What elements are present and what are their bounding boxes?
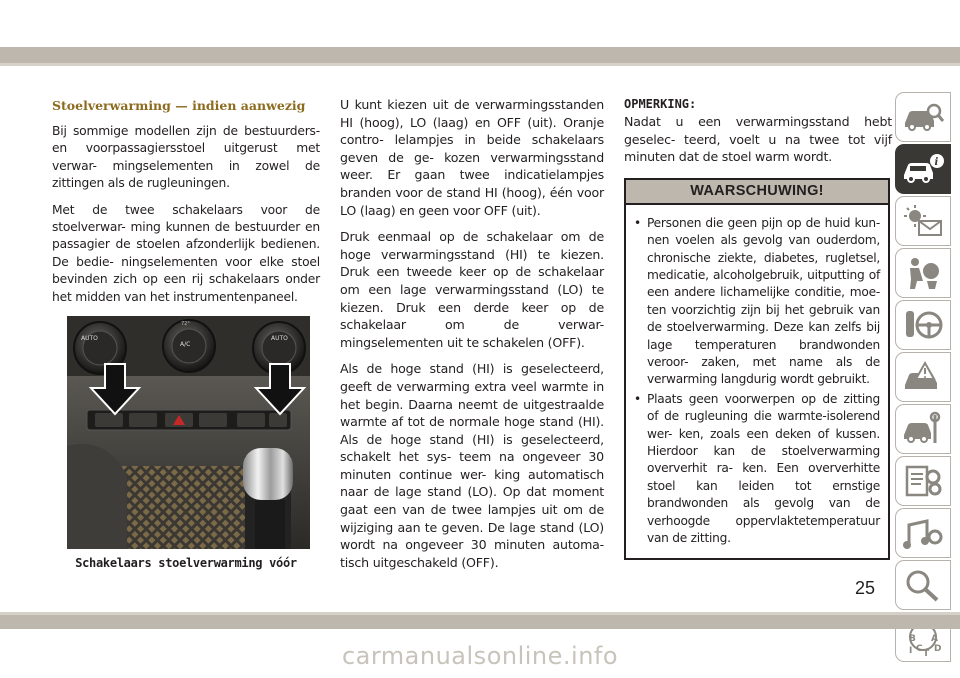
- tab-car-info[interactable]: [895, 144, 951, 194]
- car-service-icon: [901, 411, 945, 447]
- chapter-tabs: [895, 92, 953, 664]
- top-band-line: [0, 63, 960, 66]
- index-letter: D: [934, 644, 942, 654]
- warning-item: [634, 215, 880, 389]
- car-crash-icon: [901, 359, 945, 395]
- photo-label: AUTO: [271, 335, 288, 342]
- warning-body: [626, 205, 888, 558]
- tab-warning-lights[interactable]: [895, 196, 951, 246]
- tab-car-search[interactable]: [895, 92, 951, 142]
- warning-box: [624, 178, 890, 560]
- top-band: [0, 47, 960, 63]
- tab-specifications[interactable]: [895, 456, 951, 506]
- top-margin: [0, 0, 960, 47]
- tab-emergency[interactable]: [895, 352, 951, 402]
- tab-starting-operating[interactable]: [895, 300, 951, 350]
- tab-safety[interactable]: [895, 248, 951, 298]
- column-middle: [340, 96, 604, 580]
- warning-item: [634, 391, 880, 548]
- index-letter: B: [909, 634, 916, 644]
- photo-label: A/C: [180, 341, 191, 348]
- section-title: Stoelverwarming — indien aanwezig: [52, 98, 306, 113]
- bottom-band: [0, 615, 960, 629]
- bullet: •: [634, 391, 641, 406]
- column-left: [52, 96, 320, 315]
- note-heading: OPMERKING:: [624, 97, 697, 111]
- watermark: carmanualsonline.info: [341, 642, 619, 670]
- multimedia-icon: [901, 515, 945, 551]
- index-letter: C: [916, 644, 923, 654]
- index-letter: A: [931, 634, 938, 644]
- index-letter: I: [909, 646, 913, 656]
- photo-illustration: [67, 316, 310, 549]
- car-search-icon: [901, 99, 945, 135]
- bullet: •: [634, 215, 641, 230]
- svg-text:i: i: [934, 157, 939, 168]
- warning-item-text: Plaats geen voorwerpen op de zitting of de rugleuning die warmte-isolerend wer- ken, zoals een deken of kussen. Hierdoor kan de stoelverwarming oververhit ra- ken. Een oververhitte stoel kan leiden tot ernstige brandwonden als gevolg van de verhoogde oppervlaktetemperatuur van de zitting.: [647, 391, 880, 546]
- tab-search[interactable]: [895, 560, 951, 610]
- car-info-icon: [901, 151, 945, 187]
- steering-wheel-icon: [901, 307, 945, 343]
- page-number: 25: [855, 578, 876, 598]
- paragraph: Als de hoge stand (HI) is geselecteerd, geeft de verwarming extra veel warmte in het begin. Daarna neemt de uitgestraalde warmte af tot de normale hoge stand (HI). Als de hoge stand (HI) is geselecteerd, schakelt het sys- teem na ongeveer 30 minuten continue wer- king automatisch naar de lage stand (LO). Op dat moment gaat een van de twee lampjes uit om de wijziging aan te geven. De lage stand (LO) wordt na ongeveer 30 minuten automa- tisch uitgeschakeld (OFF).: [340, 361, 604, 570]
- paragraph: Met de twee schakelaars voor de stoelverwar- ming kunnen de bestuurder en passagier de stoelen afzonderlijk bedienen. De bedie- ningselementen voor elke stoel bevinden zich op een rij schakelaars onder het midden van het instrumentenpaneel.: [52, 202, 320, 304]
- photo-label: 72°: [181, 321, 190, 327]
- warning-title: WAARSCHUWING!: [626, 180, 888, 205]
- tab-multimedia[interactable]: [895, 508, 951, 558]
- specifications-icon: [901, 463, 945, 499]
- paragraph: U kunt kiezen uit de verwarmingsstanden HI (hoog), LO (laag) en OFF (uit). Oranje contro- lelampjes in beide schakelaars geven de ge- kozen verwarmingsstand weer. Er gaan twee indicatielampjes branden voor de stand HI (hoog), één voor LO (laag) en geen voor OFF (uit).: [340, 97, 604, 218]
- warning-lights-icon: [901, 203, 945, 239]
- note-text: Nadat u een verwarmingsstand hebt geselec- teerd, voelt u na twee tot vijf minuten dat de stoel warm wordt.: [624, 114, 892, 165]
- column-right: [624, 96, 892, 560]
- heated-seat-switches-photo: [67, 316, 310, 549]
- paragraph: Druk eenmaal op de schakelaar om de hoge verwarmingsstand (HI) te kiezen. Druk een tweede keer op de schakelaar om een lage verwarmingsstand (LO) te kiezen. Druk een derde keer op de schakelaar om de verwar- mingselementen uit te schakelen (OFF).: [340, 229, 604, 350]
- search-icon: [901, 567, 945, 603]
- figure-caption: Schakelaars stoelverwarming vóór: [75, 556, 297, 570]
- airbag-person-icon: [901, 255, 945, 291]
- tab-service[interactable]: [895, 404, 951, 454]
- index-letter: T: [923, 649, 930, 657]
- photo-label: AUTO: [81, 335, 98, 342]
- paragraph: Bij sommige modellen zijn de bestuurders- en voorpassagiersstoel uitgerust met verwar- mingselementen in zowel de zittingen als de rugleuningen.: [52, 124, 320, 191]
- warning-item-text: Personen die geen pijn op de huid kun- nen voelen als gevolg van ouderdom, chronische ziekte, diabetes, rugletsel, medicatie, alcoholgebruik, uitputting of een andere lichamelijke conditie, moe- ten voorzichtig zijn bij het gebruik van de stoelverwarming. Deze kan zelfs bij lage temperaturen brandwonden veroor- zaken, met name als de verwarming langdurig wordt gebruikt.: [647, 215, 880, 387]
